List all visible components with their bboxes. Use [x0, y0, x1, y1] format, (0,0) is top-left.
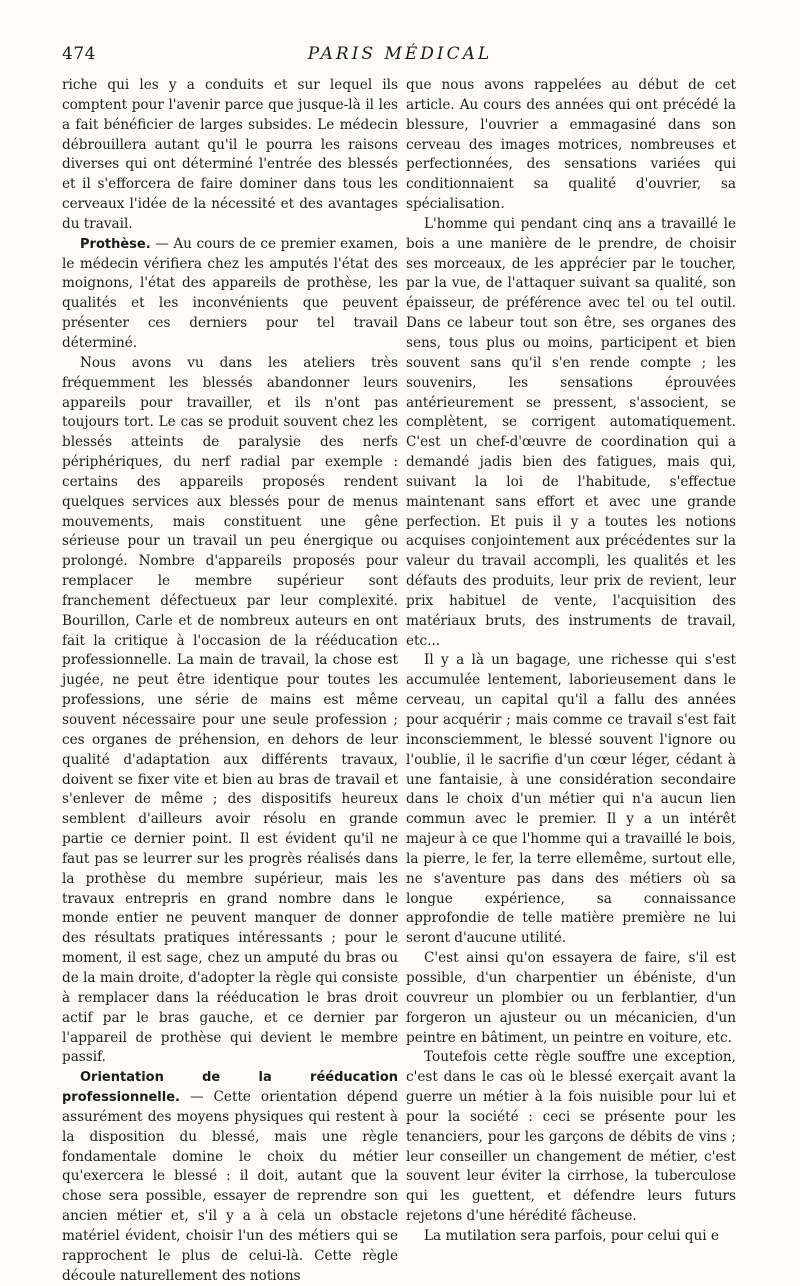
journal-title: PARIS MÉDICAL: [307, 44, 493, 64]
section-text: — Au cours de ce premier examen, le médecin vérifiera chez les amputés l'état des moignons, l'état des appareils de prothèse, les qualités et les inconvénients que peuvent présenter ces derniers pour tel travail déterminé.: [62, 235, 398, 351]
paragraph: C'est ainsi qu'on essayera de faire, s'il est possible, d'un charpentier un ébéniste, d'un couvreur un plombier ou un ferblantier, d'un forgeron un ajusteur ou un mécanicien, d'un peintre en bâtiment, un peintre en voiture, etc.: [406, 950, 736, 1046]
paragraph: Il y a là un bagage, une richesse qui s'est accumulée lentement, laborieusement dans le cerveau, un capital qu'il a fallu des années pour acquérir ; mais comme ce travail s'est fait inconsciemment, le blessé souvent l'ignore ou l'oublie, il le sacrifie d'un cœur léger, cédant à une fantaisie, à une considération secondaire dans le choix d'un métier qui n'a aucun lien commun avec le premier. Il y a un intérêt majeur à ce que l'homme qui a travaillé le bois, la pierre, le fer, la terre ellemême, surtout elle, ne s'aventure pas dans des métiers où sa longue expérience, sa connaissance approfondie de telle matière première ne lui seront d'aucune utilité.: [406, 652, 736, 947]
paragraph: L'homme qui pendant cinq ans a travaillé le bois a une manière de le prendre, de choisir ses morceaux, de les apprécier par le toucher, par la vue, de l'attaquer suivant sa qualité, son épaisseur, de préférence avec tel ou tel outil. Dans ce labeur tout son être, ses organes des sens, tous plus ou moins, participent et bien souvent sans qu'il s'en rende compte ; les souvenirs, les sensations éprouvées antérieurement se pressent, s'associent, se complètent, se corrigent automatiquement. C'est un chef-d'œuvre de coordination qui a demandé jadis bien des fatigues, mais qui, suivant la loi de l'habitude, s'effectue maintenant sans effort et avec une grande perfection. Et puis il y a toutes les notions acquises conjointement aux précédentes sur la valeur du travail accompli, les qualités et les défauts des produits, leur prix de revient, leur prix habituel de vente, l'acquisition des matériaux bruts, des instruments de travail, etc...: [406, 215, 736, 649]
left-column: [62, 76, 398, 1286]
section-title-orientation: Orientation de la rééducation professionnelle.: [62, 1070, 398, 1106]
section-orientation: [62, 1068, 398, 1286]
paragraph: Toutefois cette règle souffre une exception, c'est dans le cas où le blessé exerçait avant la guerre un métier à la fois nuisible pour lui et pour la société : ceci se présente pour les tenanciers, pour les garçons de débits de vins ; leur conseiller un changement de métier, c'est souvent leur éviter la cirrhose, la tuberculose qui les guettent, et défendre leurs futurs rejetons d'une hérédité fâcheuse.: [406, 1049, 736, 1225]
section-prothese: [62, 235, 398, 354]
paragraph: riche qui les y a conduits et sur lequel ils comptent pour l'avenir parce que jusque-là il les a fait bénéficier de larges subsides. Le médecin débrouillera autant qu'il le pourra les raisons diverses qui ont déterminé l'entrée des blessés et il s'efforcera de faire dominer dans tous les cerveaux l'idée de la nécessité et des avantages du travail.: [62, 77, 398, 232]
paragraph: que nous avons rappelées au début de cet article. Au cours des années qui ont précédé la blessure, l'ouvrier a emmagasiné dans son cerveau des images motrices, nombreuses et perfectionnées, des sensations variées qui conditionnaient sa qualité d'ouvrier, sa spécialisation.: [406, 77, 736, 213]
page-header: [62, 44, 738, 70]
page-number: 474: [62, 44, 96, 64]
section-title-prothese: Prothèse.: [80, 236, 151, 252]
paragraph: La mutilation sera parfois, pour celui qui e: [424, 1227, 719, 1244]
paragraph: Nous avons vu dans les ateliers très fréquemment les blessés abandonner leurs appareils pour travailler, et ils n'ont pas toujours tort. Le cas se produit souvent chez les blessés atteints de paralysie des nerfs périphériques, du nerf radial par exemple : certains des appareils proposés rendent quelques services aux blessés pour de menus mouvements, mais constituent une gêne sérieuse pour un travail un peu énergique ou prolongé. Nombre d'appareils proposés pour remplacer le membre supérieur sont franchement défectueux par leur complexité. Bourillon, Carle et de nombreux auteurs en ont fait la critique à l'occasion de la rééducation professionnelle. La main de travail, la chose est jugée, ne peut être identique pour toutes les professions, une série de mains est même souvent nécessaire pour une seule profession ; ces organes de préhension, en dehors de leur qualité d'adaptation aux différents travaux, doivent se fixer vite et bien au bras de travail et s'enlever de même ; des dispositifs heureux semblent d'ailleurs avoir résolu en grande partie ce dernier point. Il est évident qu'il ne faut pas se leurrer sur les progrès réalisés dans la prothèse du membre supérieur, mais les travaux entrepris en grand nombre dans le monde entier ne peuvent manquer de donner des résultats pratiques intéressants ; pour le moment, il est sage, chez un amputé du bras ou de la main droite, d'adopter la règle qui consiste à remplacer dans la rééducation le bras droit actif par le bras gauche, et ce dernier par l'appareil de prothèse qui devient le membre passif.: [62, 354, 398, 1066]
right-column: [406, 76, 736, 1247]
section-text: — Cette orientation dépend assurément des moyens physiques qui restent à la disposition du blessé, mais une règle fondamentale domine le choix du métier qu'exercera le blessé : il doit, autant que la chose sera possible, essayer de reprendre son ancien métier et, s'il y a à cela un obstacle matériel évident, choisir l'un des métiers qui se rapprochent le plus de celui-là. Cette règle découle naturellement des notions: [62, 1089, 398, 1284]
